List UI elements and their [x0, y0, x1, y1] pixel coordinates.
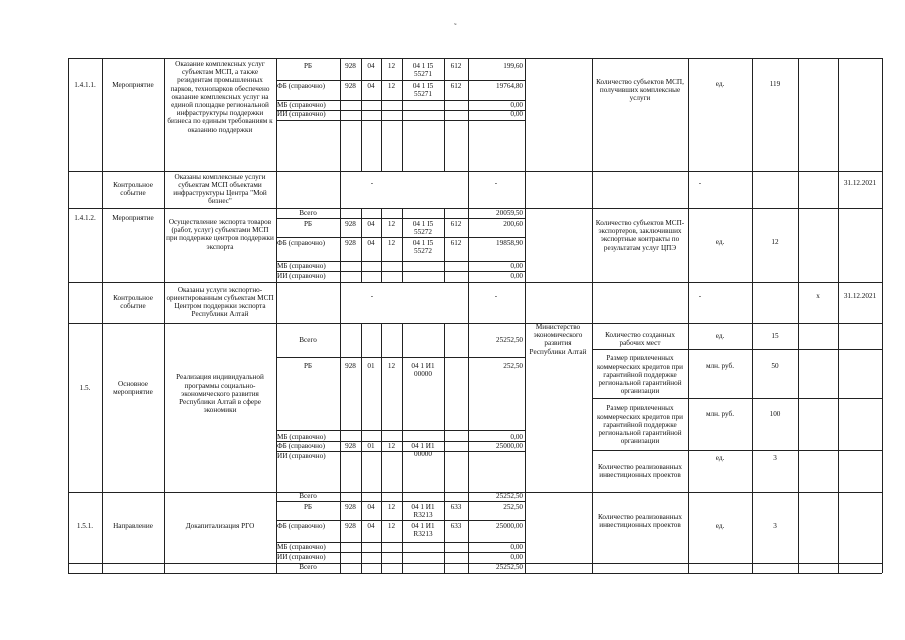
indicator-value: 119 [769, 79, 781, 88]
row-kind: Контрольное событие [113, 180, 153, 197]
rule-line [592, 450, 882, 451]
row-name: Оказание комплексных услуг субъектам МСП, а также резидентам промышленных парков, технопарков обеспечено оказание комплексных услуг на единой площадке региональной инфраструктуры поддержки бизнеса по единым требованиям к оказанию поддержки [167, 60, 273, 134]
fin-razdel: 04 [367, 502, 375, 511]
total-label: Всего [299, 336, 317, 345]
fin-source: ИИ (справочно) [277, 553, 326, 562]
fin-podrazdel: 12 [387, 238, 396, 247]
fin-grbs: 928 [345, 61, 356, 70]
fin-vr: 633 [450, 521, 462, 530]
indicator-name: Количество созданных рабочих мест [605, 330, 675, 347]
fin-source: ИИ (справочно) [277, 110, 326, 119]
rule-line [592, 398, 882, 399]
fin-source: ИИ (справочно) [277, 452, 326, 460]
fin-grbs: 928 [345, 441, 356, 450]
fin-razdel: 01 [367, 362, 375, 370]
dash: - [370, 291, 374, 300]
rule-line [838, 58, 839, 573]
row-kind: Мероприятие [112, 213, 154, 222]
indicator-unit: млн. руб. [705, 361, 735, 370]
total-label: Всего [299, 563, 317, 572]
total-label: Всего [299, 208, 317, 217]
fin-csr: 04 1 I5 55272 [412, 238, 434, 255]
fin-podrazdel: 12 [387, 441, 396, 450]
fin-source: ФБ (справочно) [277, 81, 326, 90]
rule-line [444, 58, 445, 171]
rule-line [276, 120, 525, 121]
fin-sum: 0,00 [510, 553, 523, 562]
indicator-unit: ед. [715, 79, 725, 88]
total-sum: 25252,50 [496, 563, 523, 572]
fin-csr: 04 1 I5 55271 [412, 81, 434, 98]
rule-line [68, 58, 882, 59]
fin-source: РБ [303, 61, 313, 70]
responsible: Министерство экономического развития Республики Алтай [529, 323, 587, 356]
indicator-unit: млн. руб. [705, 409, 735, 418]
rule-line [340, 58, 341, 573]
rule-line [402, 323, 403, 492]
dash: - [370, 178, 374, 187]
fin-vr: 612 [450, 61, 462, 70]
fin-source: ИИ (справочно) [277, 272, 326, 281]
fin-sum: 0,00 [510, 543, 523, 552]
total-sum: 20059,50 [496, 208, 523, 217]
fin-sum: 19764,80 [496, 81, 523, 90]
fin-sum: 25000,00 [496, 521, 523, 530]
fin-sum: 252,50 [503, 362, 523, 370]
rule-line [525, 58, 526, 573]
fin-podrazdel: 12 [387, 521, 396, 530]
fin-razdel: 04 [367, 238, 375, 247]
fin-source: МБ (справочно) [277, 262, 326, 271]
fin-grbs: 928 [345, 219, 356, 228]
row-name: Оказаны комплексные услуги субъектам МСП объектами инфраструктуры Центра "Мой бизнес" [173, 172, 267, 206]
row-kind: Направление [113, 521, 153, 530]
fin-csr: 04 1 И1 R3213 [411, 521, 435, 538]
indicator-value: 50 [771, 361, 779, 370]
fin-grbs: 928 [345, 362, 356, 370]
rule-line [361, 58, 362, 171]
fin-source: МБ (справочно) [277, 432, 326, 441]
rule-line [361, 323, 362, 492]
fin-vr: 612 [450, 238, 462, 247]
indicator-name: Количество субъектов МСП-экспортеров, заключивших экспортные контракты по результатам услуг ЦПЭ [595, 219, 685, 252]
indicator-unit: ед. [715, 237, 725, 246]
row-number: 1.4.1.2. [74, 213, 96, 222]
rule-line [276, 430, 525, 431]
row-kind: Основное мероприятие [113, 379, 153, 396]
fin-sum: 0,00 [510, 262, 523, 271]
fin-sum: 252,50 [503, 502, 523, 511]
rule-line [68, 58, 69, 573]
fin-sum: 0,00 [510, 101, 523, 110]
rule-line [68, 573, 882, 574]
indicator-value: 3 [773, 453, 777, 462]
dash: - [494, 178, 498, 187]
indicator-unit: ед. [715, 453, 725, 462]
page-mark: ˜ [454, 22, 457, 31]
indicator-name: Размер привлеченных коммерческих кредитов при гарантийной поддержке региональной гарантийной организации [597, 354, 683, 396]
dash: - [698, 291, 702, 300]
fin-csr: 04 1 И1 R3213 [411, 502, 435, 519]
rule-line [798, 58, 799, 573]
dash: - [494, 291, 498, 300]
fin-podrazdel: 12 [387, 362, 396, 370]
fin-vr: 612 [450, 219, 462, 228]
rule-line [444, 323, 445, 492]
row-name: Осуществление экспорта товаров (работ, услуг) субъектами МСП при поддержке центров поддержки экспорта [166, 218, 274, 251]
fin-razdel: 04 [367, 81, 375, 90]
row-number: 1.5.1. [76, 521, 94, 530]
fin-csr: 04 1 И1 00000 [411, 441, 435, 458]
rule-line [381, 58, 382, 171]
fin-sum: 0,00 [510, 432, 523, 441]
x-mark: х [816, 291, 820, 300]
fin-sum: 0,00 [510, 110, 523, 119]
fin-grbs: 928 [345, 502, 356, 511]
fin-podrazdel: 12 [387, 502, 396, 511]
indicator-unit: ед. [715, 521, 725, 530]
fin-sum: 25000,00 [496, 441, 523, 450]
rule-line [882, 58, 883, 573]
fin-podrazdel: 12 [387, 219, 396, 228]
total-sum: 25252,50 [496, 492, 523, 501]
fin-source: РБ [303, 502, 313, 511]
indicator-unit: ед. [715, 331, 725, 340]
indicator-value: 3 [773, 521, 777, 530]
indicator-name: Количество субъектов МСП, получивших комплексные услуги [596, 78, 684, 103]
rule-line [381, 323, 382, 492]
fin-sum: 199,60 [503, 61, 523, 70]
rule-line [276, 357, 525, 358]
fin-source: ФБ (справочно) [277, 441, 326, 450]
rule-line [688, 58, 689, 573]
fin-sum: 19858,90 [496, 238, 523, 247]
fin-razdel: 01 [367, 441, 375, 450]
dash: - [698, 178, 702, 187]
indicator-value: 100 [769, 409, 781, 418]
fin-source: МБ (справочно) [277, 101, 326, 110]
fin-podrazdel: 12 [387, 61, 396, 70]
fin-razdel: 04 [367, 61, 375, 70]
fin-razdel: 04 [367, 521, 375, 530]
fin-csr: 04 1 I5 55272 [412, 219, 434, 236]
fin-source: ФБ (справочно) [277, 238, 326, 247]
fin-csr: 04 1 И1 00000 [411, 362, 435, 379]
fin-grbs: 928 [345, 521, 356, 530]
row-kind: Контрольное событие [113, 293, 153, 310]
row-kind: Мероприятие [112, 80, 154, 89]
fin-vr: 633 [450, 502, 462, 511]
indicator-name: Размер привлеченных коммерческих кредитов при гарантийной поддержке региональной гарантийной организации [597, 404, 683, 446]
event-date: 31.12.2021 [843, 178, 877, 187]
row-name: Оказаны услуги экспортно-ориентированным субъектам МСП Центром поддержки экспорта Республики Алтай [166, 285, 274, 319]
indicator-value: 15 [771, 331, 779, 340]
fin-grbs: 928 [345, 81, 356, 90]
fin-sum: 0,00 [510, 272, 523, 281]
fin-source: ФБ (справочно) [277, 521, 326, 530]
fin-grbs: 928 [345, 238, 356, 247]
fin-source: РБ [303, 362, 313, 370]
row-number: 1.5. [79, 383, 91, 392]
fin-sum: 200,60 [503, 219, 523, 228]
fin-source: РБ [303, 219, 313, 228]
rule-line [592, 58, 593, 573]
fin-vr: 612 [450, 81, 462, 90]
row-number: 1.4.1.1. [74, 80, 96, 89]
fin-source: МБ (справочно) [277, 543, 326, 552]
rule-line [592, 349, 882, 350]
total-sum: 25252,50 [496, 336, 523, 345]
total-label: Всего [299, 492, 317, 501]
fin-podrazdel: 12 [387, 81, 396, 90]
event-date: 31.12.2021 [843, 291, 877, 300]
fin-razdel: 04 [367, 219, 375, 228]
rule-line [752, 58, 753, 573]
indicator-name: Количество реализованных инвестиционных проектов [598, 512, 682, 529]
indicator-value: 12 [771, 237, 779, 246]
indicator-name: Количество реализованных инвестиционных проектов [598, 462, 682, 479]
row-name: Докапитализация РГО [185, 521, 255, 530]
fin-csr: 04 1 I5 55271 [412, 61, 434, 78]
row-name: Реализация индивидуальной программы социально-экономического развития Республики Алтай в сфере экономики [176, 373, 264, 415]
